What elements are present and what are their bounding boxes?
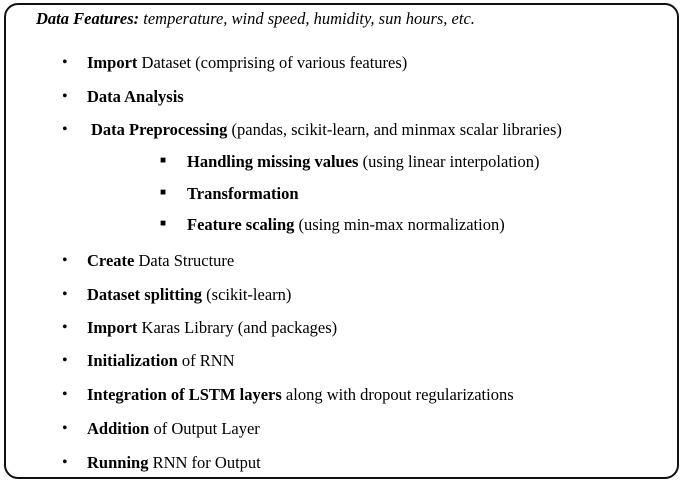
substep-handling-missing-values: ■ Handling missing values (using linear interpolation) xyxy=(160,152,540,171)
substep-transformation: ■ Transformation xyxy=(160,184,299,203)
round-bullet-icon: • xyxy=(62,88,68,105)
round-bullet-icon: • xyxy=(62,121,68,138)
round-bullet-icon: • xyxy=(62,454,68,471)
step-import-karas-library: • Import Karas Library (and packages) xyxy=(62,318,338,337)
round-bullet-icon: • xyxy=(62,286,68,303)
round-bullet-icon: • xyxy=(62,252,68,269)
round-bullet-icon: • xyxy=(62,420,68,437)
step-running-rnn-output: • Running RNN for Output xyxy=(62,453,261,472)
square-bullet-icon: ■ xyxy=(160,187,167,198)
step-create-data-structure: • Create Data Structure xyxy=(62,251,235,270)
step-addition-output-layer: • Addition of Output Layer xyxy=(62,419,260,438)
step-data-preprocessing: • Data Preprocessing (pandas, scikit-learn, and minmax scalar libraries) xyxy=(62,120,562,139)
step-integration-lstm-layers: • Integration of LSTM layers along with dropout regularizations xyxy=(62,385,514,404)
square-bullet-icon: ■ xyxy=(160,155,167,166)
round-bullet-icon: • xyxy=(62,386,68,403)
round-bullet-icon: • xyxy=(62,319,68,336)
round-bullet-icon: • xyxy=(62,352,68,369)
substep-feature-scaling: ■ Feature scaling (using min-max normalization) xyxy=(160,215,505,234)
step-initialization-rnn: • Initialization of RNN xyxy=(62,351,235,370)
round-bullet-icon: • xyxy=(62,54,68,71)
step-data-analysis: • Data Analysis xyxy=(62,87,184,106)
step-dataset-splitting: • Dataset splitting (scikit-learn) xyxy=(62,285,292,304)
header-text: temperature, wind speed, humidity, sun hours, etc. xyxy=(139,9,475,28)
step-import-dataset: • Import Dataset (comprising of various features) xyxy=(62,53,408,72)
header-label: Data Features: xyxy=(36,9,140,28)
square-bullet-icon: ■ xyxy=(160,218,167,229)
